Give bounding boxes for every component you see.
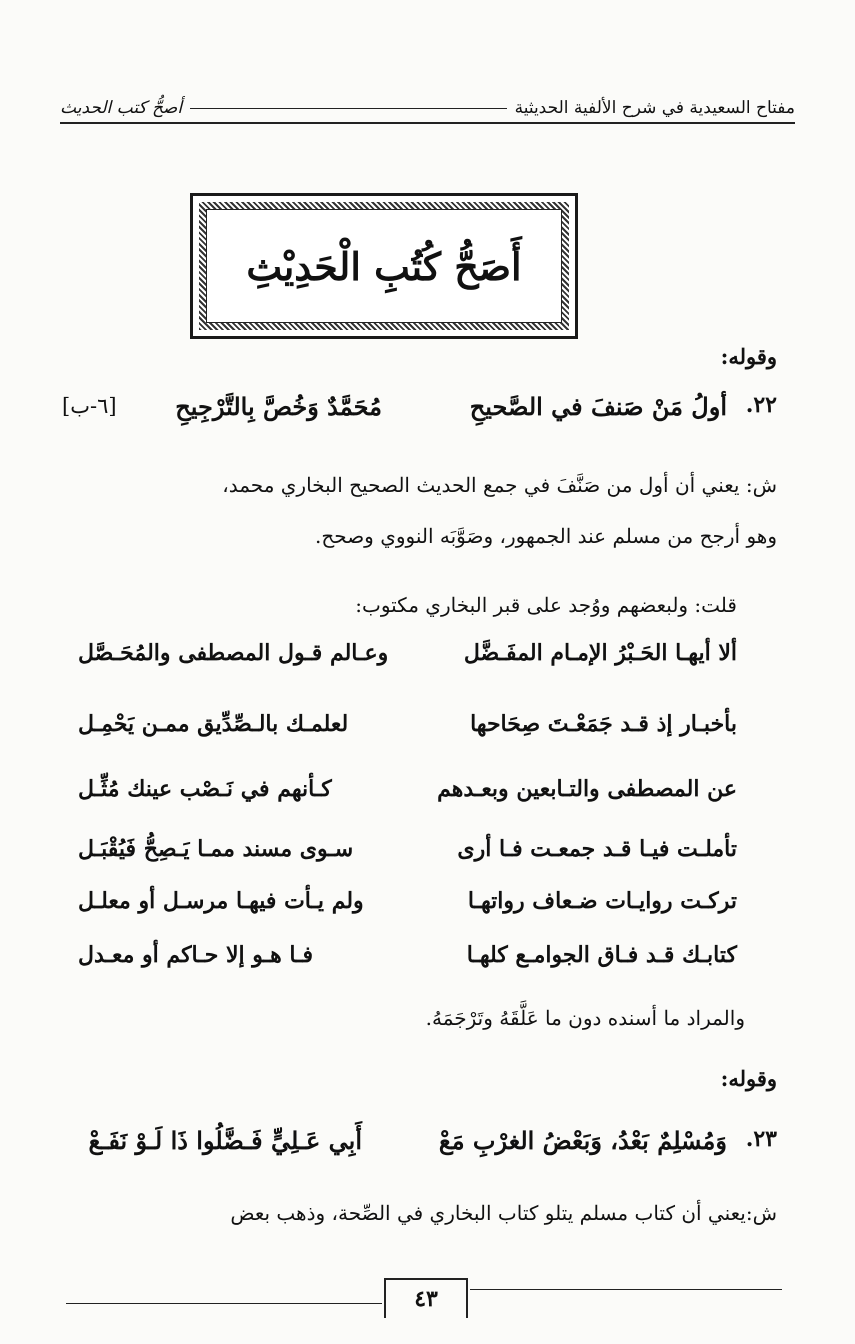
chapter-title-frame (190, 193, 578, 339)
page-number: ٤٣ (384, 1278, 468, 1318)
verse-hemistich-second: أَبِي عَـلِيٍّ فَـضَّلُوا ذَا لَـوْ نَفَـعْ (88, 1126, 362, 1155)
poem-first-hemistich: تأملـت فيـا قـد جمعـت فـا أرى (457, 836, 737, 862)
poem-second-hemistich: ولم يـأت فيهـا مرسـل أو معلـل (78, 888, 364, 914)
header-book-title: مفتاح السعيدية في شرح الألفية الحديثية (514, 98, 795, 118)
verse-hemistich-second: مُحَمَّدٌ وَخُصَّ بِالتَّرْجِيحِ (175, 392, 382, 421)
chapter-title: أَصَحُّ كُتُبِ الْحَدِيْثِ (246, 243, 522, 289)
poem-second-hemistich: وعـالم قـول المصطفى والمُحَـصَّل (78, 640, 389, 666)
poem-row (78, 888, 737, 928)
poem-first-hemistich: كتابـك قـد فـاق الجوامـع كلهـا (466, 942, 737, 968)
manuscript-folio-ref: [٦-ب] (62, 394, 117, 418)
poem-row (78, 836, 737, 876)
poem-row (78, 711, 737, 751)
running-header (60, 82, 795, 118)
verse-number: ٢٢. (745, 392, 777, 418)
poem-first-hemistich: تركـت روايـات ضـعاف رواتهـا (467, 888, 737, 914)
commentary-line: ش:يعني أن كتاب مسلم يتلو كتاب البخاري في الصِّحة، وذهب بعض (230, 1201, 777, 1225)
poem-second-hemistich: سـوى مسند ممـا يَـصِحُّ فَيُقْبَـل (78, 836, 354, 862)
poem-first-hemistich: عن المصطفى والتـابعين وبعـدهم (437, 776, 737, 802)
label-wa-qawluhu-2: وقوله: (720, 1066, 777, 1091)
verse-23 (62, 1126, 777, 1170)
poem-first-hemistich: بأخبـار إذ قـد جَمَعْـتَ صِحَاحها (470, 711, 737, 737)
ornamental-border (199, 202, 569, 330)
header-leader-line (190, 108, 506, 109)
poem-second-hemistich: كـأنهم في نَـصْب عينك مُثِّـل (78, 776, 332, 802)
label-wa-qawluhu-1: وقوله: (720, 344, 777, 369)
poem-row (78, 776, 737, 816)
poem-first-hemistich: ألا أيهـا الحَـبْرُ الإمـام المفَـضَّل (463, 640, 737, 666)
chapter-title-box (206, 209, 562, 323)
poem-second-hemistich: فـا هـو إلا حـاكم أو معـدل (78, 942, 314, 968)
footer-rule-right (470, 1289, 782, 1290)
header-rule (60, 122, 795, 124)
verse-hemistich-first: وَمُسْلِمٌ بَعْدُ، وَبَعْضُ الغرْبِ مَعْ (438, 1126, 727, 1155)
commentary-line: وهو أرجح من مسلم عند الجمهور، وصَوَّبَه النووي وصحح. (315, 524, 777, 548)
commentary-line: ش: يعني أن أول من صَنَّفَ في جمع الحديث الصحيح البخاري محمد، (222, 473, 777, 497)
poem-second-hemistich: لعلمـك بالـصِّدِّيق ممـن يَحْمِـل (78, 711, 349, 737)
poem-row (78, 640, 737, 680)
verse-hemistich-first: أولُ مَنْ صَنفَ في الصَّحيحِ (469, 392, 727, 421)
footer-rule-left (66, 1303, 382, 1304)
verse-22 (62, 392, 777, 436)
quote-intro: قلت: ولبعضهم ووُجد على قبر البخاري مكتوب: (355, 593, 737, 617)
poem-row (78, 942, 737, 982)
verse-number: ٢٣. (745, 1126, 777, 1152)
commentary-line: والمراد ما أسنده دون ما عَلَّقَهُ وتَرْجَمَهُ. (425, 1006, 745, 1030)
header-section-title: أصحُّ كتب الحديث (60, 98, 183, 118)
